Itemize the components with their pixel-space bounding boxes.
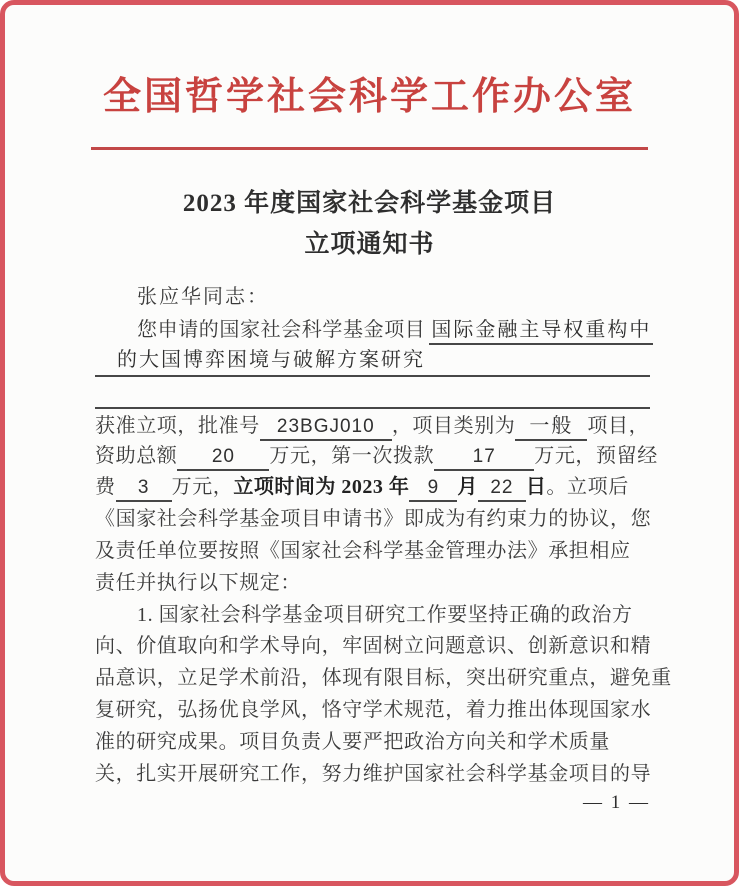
approval-text-2: ，项目类别为 [391, 414, 516, 437]
blank-day [478, 476, 526, 502]
project-title-continuation-line [95, 345, 650, 377]
date-bold-2: 月 [457, 476, 478, 499]
page-number: — 1 — [583, 792, 650, 814]
salutation: 张应华同志： [137, 285, 269, 308]
agreement-line-1: 《国家社会科学基金项目申请书》即成为有约束力的协议，您 [95, 508, 652, 531]
first-payment: 17 [472, 445, 496, 467]
day-fill: 22 [490, 477, 514, 499]
funding-text-3: 万元，预留经 [534, 444, 658, 467]
blank-approval-number [260, 415, 392, 441]
funding-text-1: 资助总额 [95, 444, 178, 467]
clause1-line-5: 准的研究成果。项目负责人要严把政治方向关和学术质量 [95, 730, 610, 753]
date-line [95, 472, 650, 504]
date-bold-3: 日 [525, 476, 547, 499]
approval-number: 23BGJ010 [276, 415, 375, 437]
agreement-line-3: 责任并执行以下规定： [95, 571, 301, 594]
blank-project-title [429, 313, 653, 345]
salutation-line [95, 282, 650, 314]
blank-total-amount [177, 445, 269, 471]
blank-category [515, 409, 587, 441]
blank-reserved-amount [116, 476, 172, 502]
funding-text-2: 万元，第一次拨款 [269, 444, 435, 467]
approval-text-3: 项目， [587, 414, 650, 437]
letterhead-rule [91, 147, 648, 150]
empty-ruled-line [95, 377, 650, 409]
project-title-fill-1: 国际金融主导权重构中 [431, 319, 652, 342]
document-body [95, 282, 672, 791]
date-bold-1: 立项时间为 2023 年 [233, 476, 410, 499]
reserved-amount: 3 [137, 477, 150, 499]
category-fill: 一般 [529, 414, 574, 437]
intro-lead: 您申请的国家社会科学基金项目 [137, 319, 426, 342]
clause1-text-1: 1. 国家社会科学基金项目研究工作要坚持正确的政治方 [137, 603, 633, 626]
date-text-3: 。立项后 [546, 476, 629, 499]
agreement-line-2: 及责任单位要按照《国家社会科学基金管理办法》承担相应 [95, 539, 631, 562]
approval-text-1: 获准立项，批准号 [95, 414, 260, 437]
funding-line [95, 441, 658, 473]
project-title-fill-2: 的大国博弈困境与破解方案研究 [117, 349, 425, 372]
intro-line [95, 313, 650, 345]
clause1-line-6: 关，扎实开展研究工作，努力维护国家社会科学基金项目的导 [95, 762, 652, 785]
blank-month [409, 476, 457, 502]
blank-first-payment [434, 445, 534, 471]
org-letterhead-title: 全国哲学社会科学工作办公室 [102, 76, 636, 118]
doc-title-line2: 立项通知书 [304, 230, 435, 258]
month-fill: 9 [427, 477, 440, 499]
date-text-1: 费 [95, 476, 116, 499]
clause1-line-4: 复研究，弘扬优良学风，恪守学术规范，着力推出体现国家水 [95, 698, 652, 721]
clause1-line-1 [95, 600, 650, 632]
total-amount: 20 [211, 445, 235, 467]
date-text-2: 万元， [171, 476, 234, 499]
approval-line [95, 409, 650, 441]
clause1-line-3: 品意识，立足学术前沿，体现有限目标，突出研究重点，避免重 [95, 667, 672, 690]
doc-title-line1: 2023 年度国家社会科学基金项目 [182, 189, 557, 217]
clause1-line-2: 向、价值取向和学术导向，牢固树立问题意识、创新意识和精 [95, 635, 652, 658]
